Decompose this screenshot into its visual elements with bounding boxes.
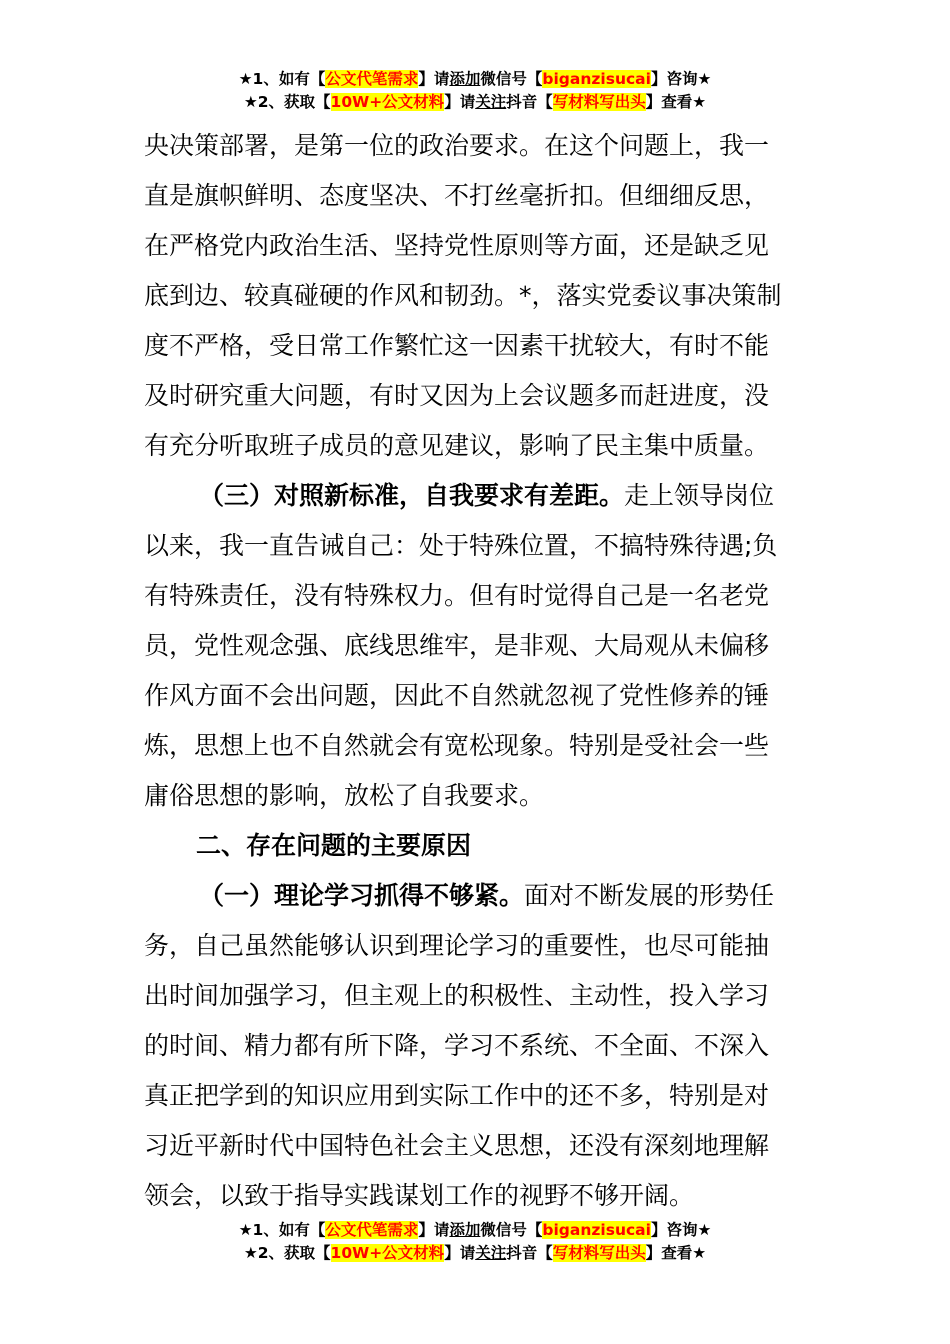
highlight-service: 公文代笔需求: [325, 70, 419, 88]
banner-text: ★2、获取【: [243, 1244, 331, 1262]
subheading-standards: （三）对照新标准，自我要求有差距。: [199, 481, 625, 510]
highlight-materials: 10W+公文材料: [330, 1244, 445, 1262]
text-line: 央决策部署，是第一位的政治要求。在这个问题上，我一: [144, 131, 770, 160]
text-line: 直是旗帜鲜明、态度坚决、不打丝毫折扣。但细细反思，: [144, 181, 770, 210]
text-line: 领会，以致于指导实践谋划工作的视野不够开阔。: [144, 1181, 695, 1210]
paragraph-1: [144, 121, 808, 471]
banner-text: ★2、获取【: [243, 93, 331, 111]
banner-text-underlined: 添加: [449, 70, 481, 88]
banner-line-1: [0, 1219, 950, 1242]
banner-text: 】查看★: [645, 93, 707, 111]
highlight-douyin: 写材料写出头: [552, 1244, 646, 1262]
text-line: 的时间、精力都有所下降，学习不系统、不全面、不深入: [144, 1031, 770, 1060]
banner-text: ★1、如有【: [238, 1221, 326, 1239]
paragraph-2: [144, 471, 808, 821]
text-line: 作风方面不会出问题，因此不自然就忽视了党性修养的锤: [144, 681, 770, 710]
text-line: [144, 871, 808, 921]
banner-text: ★1、如有【: [238, 70, 326, 88]
banner-line-2: [0, 1242, 950, 1265]
text-line: 底到边、较真碰硬的作风和韧劲。*，落实党委议事决策制: [144, 281, 782, 310]
banner-text-underlined: 关注: [475, 1244, 507, 1262]
text-line: 有特殊责任，没有特殊权力。但有时觉得自己是一名老党: [144, 581, 770, 610]
text-run: 面对不断发展的形势任: [524, 881, 775, 910]
text-line: 以来，我一直告诫自己：处于特殊位置，不搞特殊待遇;负: [144, 531, 778, 560]
banner-text: 】请: [444, 1244, 476, 1262]
banner-text-underlined: 关注: [475, 93, 507, 111]
paragraph-3: [144, 871, 808, 1221]
section-heading: 二、存在问题的主要原因: [196, 831, 472, 860]
banner-text: 】请: [418, 1221, 450, 1239]
banner-text: 微信号【: [480, 70, 543, 88]
banner-line-2: [0, 91, 950, 114]
text-line: 庸俗思想的影响，放松了自我要求。: [144, 781, 545, 810]
text-line: 在严格党内政治生活、坚持党性原则等方面，还是缺乏见: [144, 231, 770, 260]
highlight-service: 公文代笔需求: [325, 1221, 419, 1239]
text-line: 真正把学到的知识应用到实际工作中的还不多，特别是对: [144, 1081, 770, 1110]
highlight-materials: 10W+公文材料: [330, 93, 445, 111]
banner-text: 】请: [444, 93, 476, 111]
text-line: 及时研究重大问题，有时又因为上会议题多而赶进度，没: [144, 381, 770, 410]
subheading-theory-study: （一）理论学习抓得不够紧。: [199, 881, 525, 910]
header-banner: [0, 68, 950, 114]
text-line: 出时间加强学习，但主观上的积极性、主动性，投入学习: [144, 981, 770, 1010]
text-line: 习近平新时代中国特色社会主义思想，还没有深刻地理解: [144, 1131, 770, 1160]
highlight-douyin: 写材料写出头: [552, 93, 646, 111]
text-line: [144, 471, 808, 521]
text-line: 炼，思想上也不自然就会有宽松现象。特别是受社会一些: [144, 731, 770, 760]
highlight-wechat-id: biganzisucai: [542, 1221, 651, 1239]
banner-text: 微信号【: [480, 1221, 543, 1239]
document-body: [144, 121, 808, 1221]
banner-text: 】咨询★: [650, 70, 712, 88]
banner-text: 抖音【: [506, 1244, 553, 1262]
text-run: 走上领导岗位: [624, 481, 775, 510]
text-line: 有充分听取班子成员的意见建议，影响了民主集中质量。: [144, 431, 770, 460]
banner-text: 】请: [418, 70, 450, 88]
banner-line-1: [0, 68, 950, 91]
footer-banner: [0, 1219, 950, 1265]
highlight-wechat-id: biganzisucai: [542, 70, 651, 88]
text-line: 员，党性观念强、底线思维牢，是非观、大局观从未偏移: [144, 631, 770, 660]
text-line: 度不严格，受日常工作繁忙这一因素干扰较大，有时不能: [144, 331, 770, 360]
banner-text-underlined: 添加: [449, 1221, 481, 1239]
banner-text: 抖音【: [506, 93, 553, 111]
banner-text: 】咨询★: [650, 1221, 712, 1239]
banner-text: 】查看★: [645, 1244, 707, 1262]
text-line: 务，自己虽然能够认识到理论学习的重要性，也尽可能抽: [144, 931, 770, 960]
